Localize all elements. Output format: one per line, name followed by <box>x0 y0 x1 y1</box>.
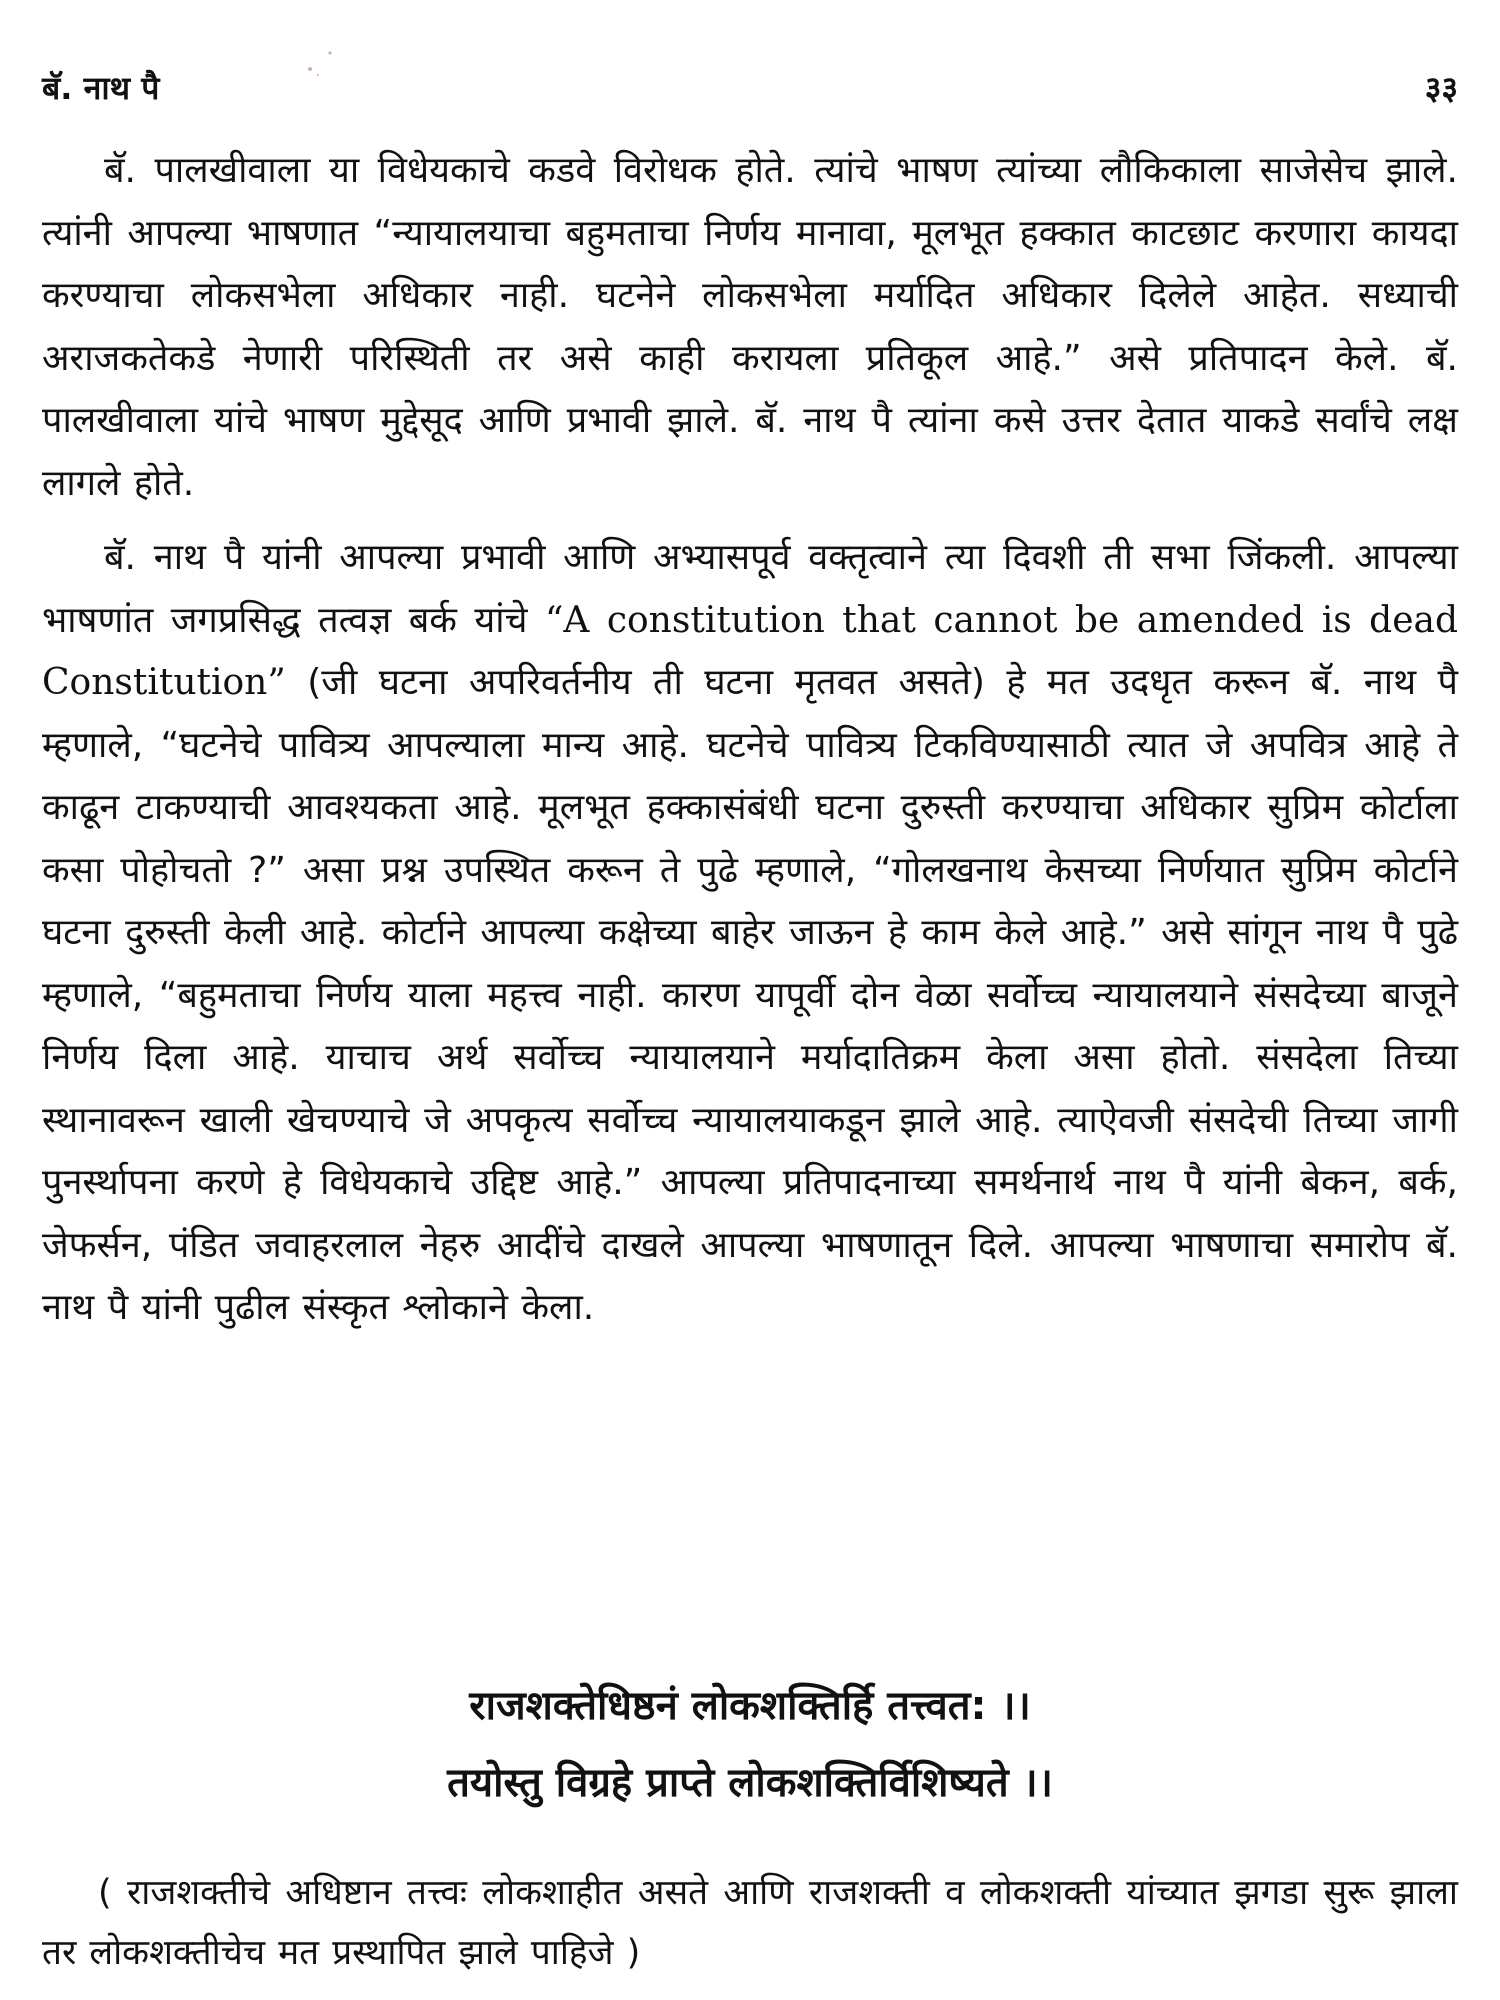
page-number: ३३ <box>1424 68 1458 107</box>
shloka-line-1: राजशक्तेधिष्ठनं लोकशक्तिर्हि तत्त्वत: ।। <box>469 1683 1031 1729</box>
paragraph-nath-pai-speech <box>42 527 1458 1340</box>
paragraph-palkhivala-speech: बॅ. पालखीवाला या विधेयकाचे कडवे विरोधक होते. त्यांचे भाषण त्यांच्या लौकिकाला साजेसेच झाले. त्यांनी आपल्या भाषणात “न्यायालयाचा बहुमताचा निर्णय मानावा, मूलभूत हक्कात काटछाट करणारा कायदा करण्याचा लोकसभेला अधिकार नाही. घटनेने लोकसभेला मर्यादित अधिकार दिलेले आहेत. सध्याची अराजकतेकडे नेणारी परिस्थिती तर असे काही करायला प्रतिकूल आहे.” असे प्रतिपादन केले. बॅ. पालखीवाला यांचे भाषण मुद्देसूद आणि प्रभावी झाले. बॅ. नाथ पै त्यांना कसे उत्तर देतात याकडे सर्वांचे लक्ष लागले होते. <box>42 150 1458 504</box>
running-title: बॅ. नाथ पै <box>42 68 160 107</box>
shloka-line-2: तयोस्तु विग्रहे प्राप्ते लोकशक्तिर्विशिष्यते ।। <box>447 1760 1053 1806</box>
paragraph-text-before-quote: बॅ. नाथ पै यांनी आपल्या प्रभावी आणि अभ्यासपूर्व वक्तृत्वाने त्या दिवशी ती सभा जिंकली. आपल्या भाषणांत जगप्रसिद्ध तत्वज्ञ बर्क यांचे <box>42 537 1458 641</box>
shloka-translation: ( राजशक्तीचे अधिष्टान तत्त्वः लोकशाहीत असते आणि राजशक्ती व लोकशक्ती यांच्यात झगडा सुरू झाला तर लोकशक्तीचेच मत प्रस्थापित झाले पाहिजे ) <box>42 1873 1458 1973</box>
english-quote: “A constitution that cannot be amended is dead Constitution” <box>42 599 1459 703</box>
running-header <box>42 62 1458 112</box>
body-text <box>42 140 1458 1340</box>
sanskrit-shloka <box>42 1668 1458 1822</box>
paragraph-text-after-quote: (जी घटना अपरिवर्तनीय ती घटना मृतवत असते) हे मत उदधृत करून बॅ. नाथ पै म्हणाले, “घटनेचे पावित्र्य आपल्याला मान्य आहे. घटनेचे पावित्र्य टिकविण्यासाठी त्यात जे अपवित्र आहे ते काढून टाकण्याची आवश्यकता आहे. मूलभूत हक्कासंबंधी घटना दुरुस्ती करण्याचा अधिकार सुप्रिम कोर्टाला कसा पोहोचतो ?” असा प्रश्न उपस्थित करून ते पुढे म्हणाले, “गोलखनाथ केसच्या निर्णयात सुप्रिम कोर्टाने घटना दुरुस्ती केली आहे. कोर्टाने आपल्या कक्षेच्या बाहेर जाऊन हे काम केले आहे.” असे सांगून नाथ पै पुढे म्हणाले, “बहुमताचा निर्णय याला महत्त्व नाही. कारण यापूर्वी दोन वेळा सर्वोच्च न्यायालयाने संसदेच्या बाजूने निर्णय दिला आहे. याचाच अर्थ सर्वोच्च न्यायालयाने मर्यादातिक्रम केला असा होतो. संसदेला तिच्या स्थानावरून खाली खेचण्याचे जे अपकृत्य सर्वोच्च न्यायालयाकडून झाले आहे. त्याऐवजी संसदेची तिच्या जागी पुनर्स्थापना करणे हे विधेयकाचे उद्दिष्ट आहे.” आपल्या प्रतिपादनाच्या समर्थनार्थ नाथ पै यांनी बेकन, बर्क, जेफर्सन, पंडित जवाहरलाल नेहरु आदींचे दाखले आपल्या भाषणातून दिले. आपल्या भाषणाचा समारोप बॅ. नाथ पै यांनी पुढील संस्कृत श्लोकाने केला. <box>42 662 1458 1328</box>
